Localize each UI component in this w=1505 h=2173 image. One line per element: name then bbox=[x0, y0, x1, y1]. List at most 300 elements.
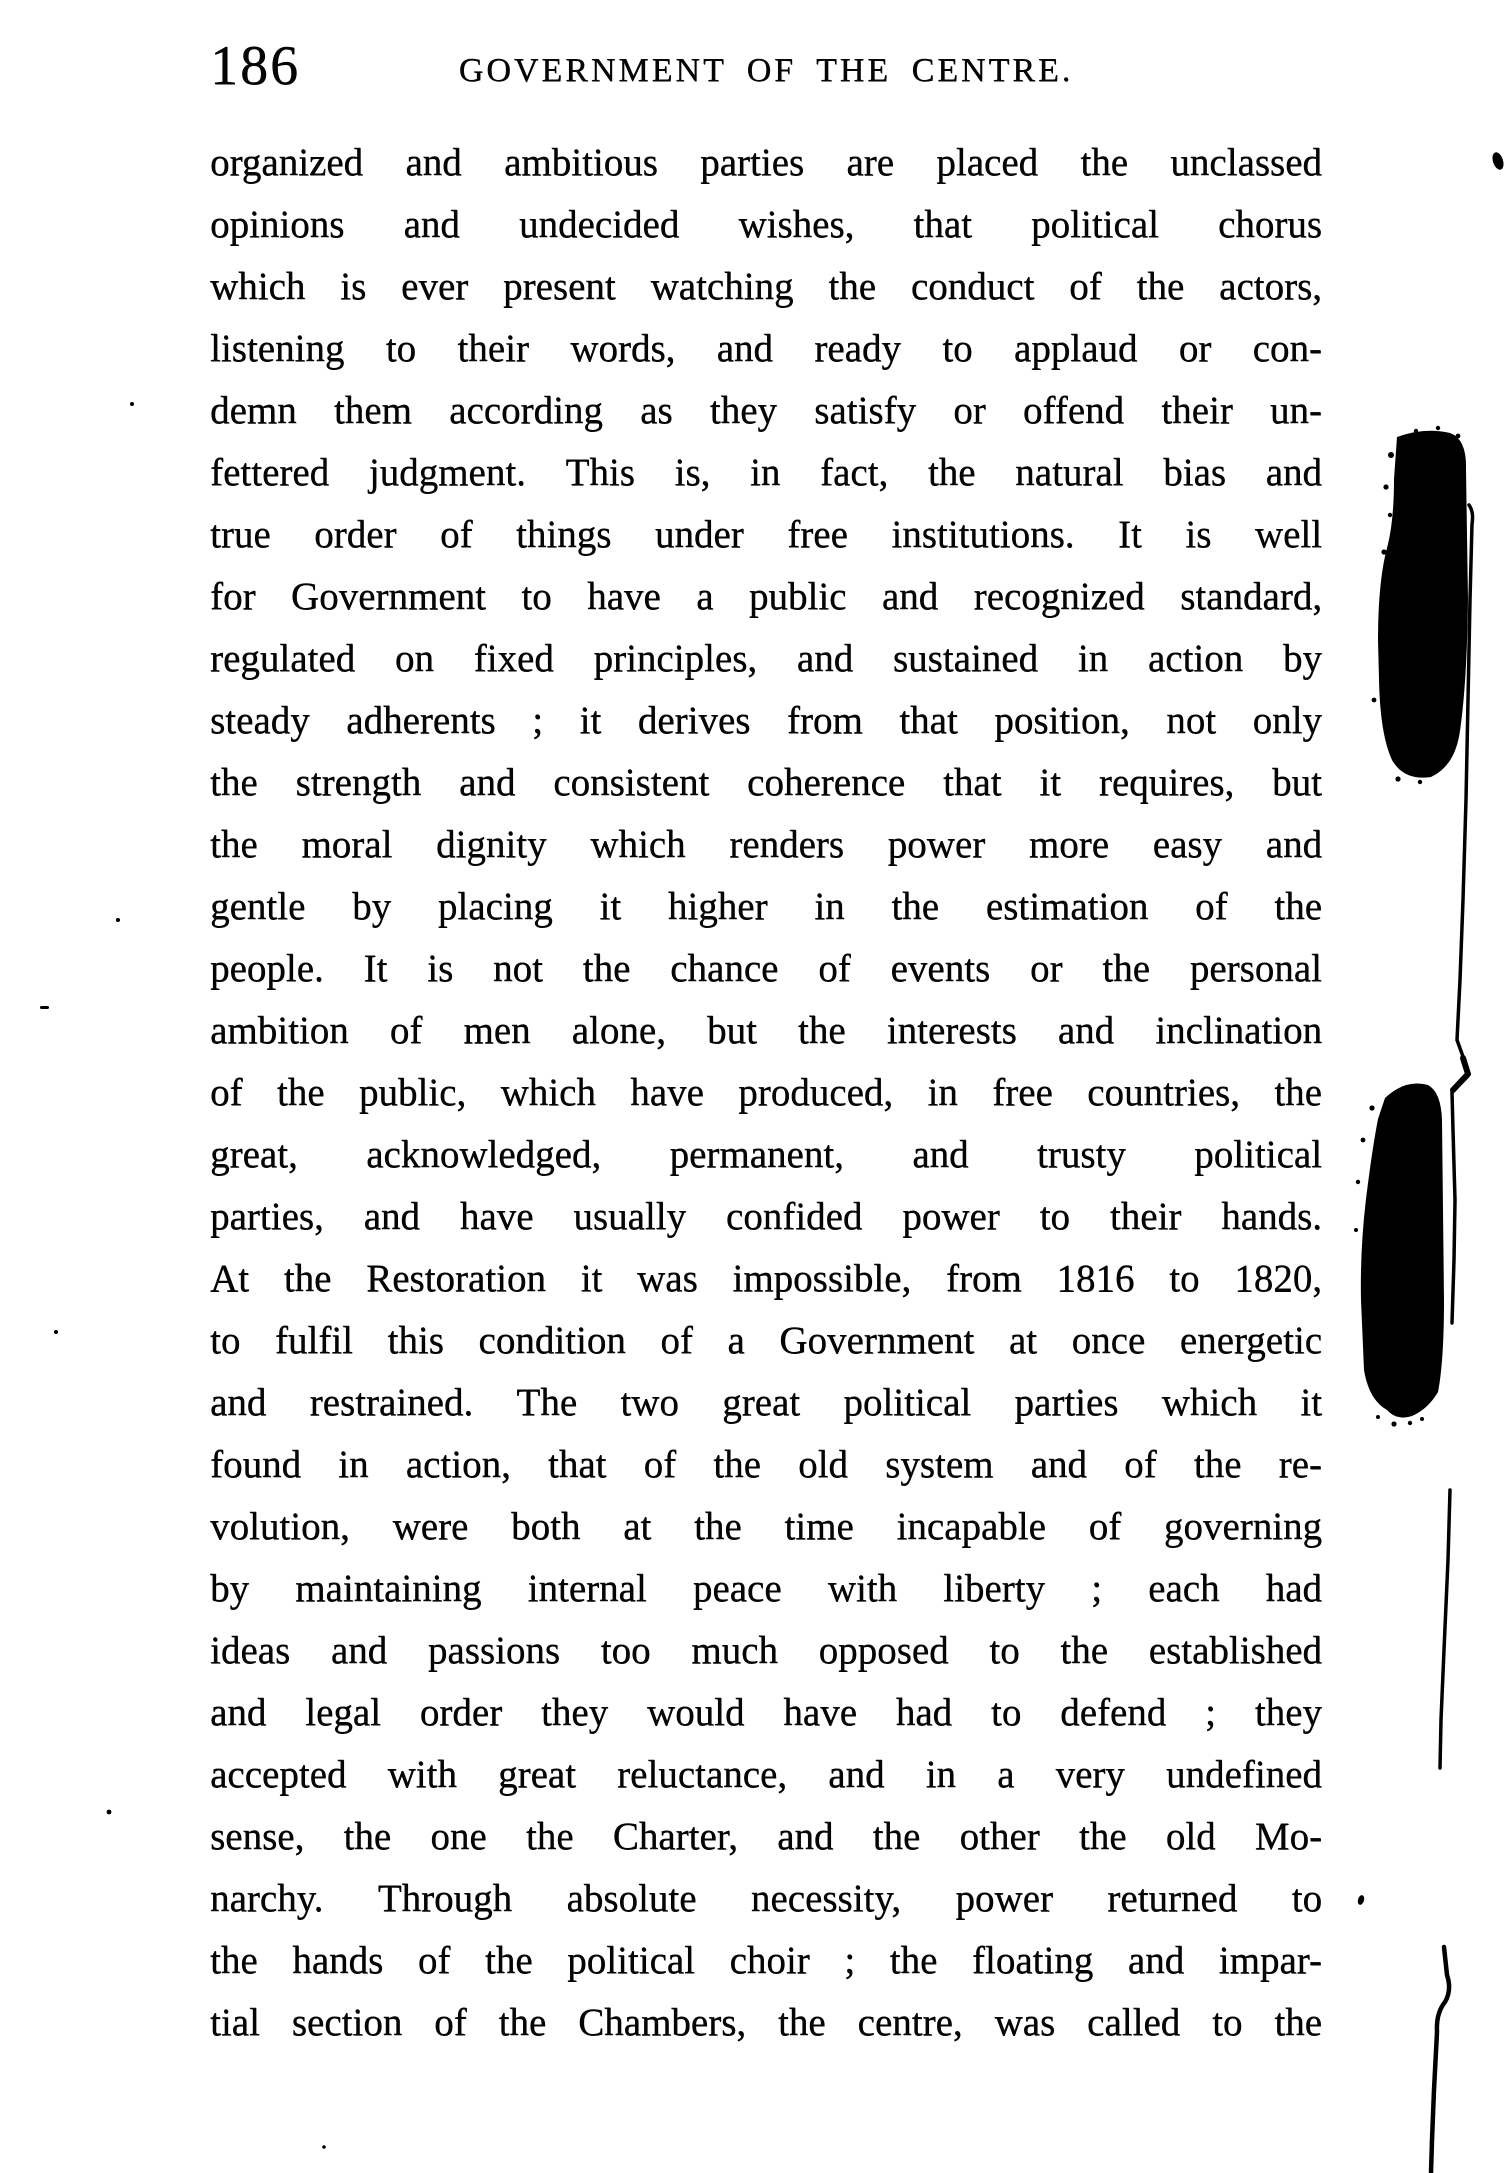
text-line bbox=[210, 1868, 1322, 1930]
text-line bbox=[210, 752, 1322, 814]
word: and bbox=[403, 203, 460, 246]
word: internal bbox=[527, 1567, 647, 1610]
word: or bbox=[1178, 327, 1212, 370]
word: the bbox=[1136, 265, 1185, 308]
word: restrained. bbox=[309, 1381, 474, 1424]
word: of bbox=[434, 2001, 467, 2044]
word: words, bbox=[570, 327, 676, 370]
word: confided bbox=[725, 1195, 863, 1238]
word: that bbox=[942, 761, 1002, 804]
word: demn bbox=[210, 389, 297, 432]
word: for bbox=[210, 575, 256, 618]
text-line bbox=[210, 1558, 1322, 1620]
word: and bbox=[330, 1629, 388, 1672]
word: a bbox=[696, 575, 714, 618]
word: acknowledged, bbox=[366, 1133, 602, 1176]
word: floating bbox=[971, 1939, 1094, 1982]
word: parties, bbox=[210, 1195, 324, 1238]
word: parties bbox=[700, 141, 805, 184]
word: con- bbox=[1252, 327, 1322, 370]
word: absolute bbox=[566, 1877, 697, 1920]
word: to bbox=[210, 1319, 241, 1362]
ink-blot-lower-icon bbox=[1354, 1084, 1444, 1427]
word: power bbox=[955, 1877, 1053, 1920]
word: ambition bbox=[210, 1009, 349, 1052]
word: unclassed bbox=[1170, 141, 1322, 184]
word: impar- bbox=[1218, 1939, 1322, 1982]
word: section bbox=[291, 2001, 403, 2044]
word: produced, bbox=[738, 1071, 894, 1114]
word: the bbox=[210, 1939, 258, 1982]
ink-blot-upper-icon bbox=[1372, 426, 1468, 784]
word: which bbox=[210, 265, 306, 308]
word: to bbox=[1212, 2001, 1243, 2044]
word: old bbox=[798, 1443, 848, 1486]
word: and bbox=[1127, 1939, 1185, 1982]
word: by bbox=[352, 885, 392, 928]
word: the bbox=[1078, 1815, 1127, 1858]
word: opinions bbox=[210, 203, 345, 246]
word: of bbox=[643, 1443, 677, 1486]
word: organized bbox=[210, 141, 364, 184]
word: position, bbox=[994, 699, 1130, 742]
word: political bbox=[843, 1381, 972, 1424]
word: institutions. bbox=[891, 513, 1075, 556]
word: easy bbox=[1152, 823, 1222, 866]
word: actors, bbox=[1219, 265, 1322, 308]
word: natural bbox=[1015, 451, 1124, 494]
word: was bbox=[637, 1257, 698, 1300]
word: the bbox=[828, 265, 876, 308]
word: to bbox=[521, 575, 552, 618]
word: other bbox=[959, 1815, 1040, 1858]
word: order bbox=[314, 513, 397, 556]
word: strength bbox=[295, 761, 422, 804]
word: the bbox=[891, 885, 939, 928]
word: chorus bbox=[1218, 203, 1322, 246]
word: free bbox=[787, 513, 848, 556]
word: it bbox=[579, 699, 602, 742]
word: recognized bbox=[973, 575, 1145, 618]
word: Government bbox=[290, 575, 486, 618]
word: the bbox=[797, 1009, 846, 1052]
word: moral bbox=[301, 823, 393, 866]
word: conduct bbox=[910, 265, 1035, 308]
word: the bbox=[889, 1939, 938, 1982]
word: and bbox=[796, 637, 854, 680]
word: gentle bbox=[210, 885, 306, 928]
word: Mo- bbox=[1254, 1815, 1322, 1858]
word: old bbox=[1165, 1815, 1216, 1858]
word: applaud bbox=[1013, 327, 1138, 370]
word: which bbox=[500, 1071, 596, 1114]
word: have bbox=[587, 575, 661, 618]
word: principles, bbox=[593, 637, 758, 680]
word: political bbox=[1031, 203, 1159, 246]
word: and bbox=[363, 1195, 420, 1238]
page-number: 186 bbox=[210, 35, 300, 97]
word: to bbox=[1169, 1257, 1200, 1300]
text-line bbox=[210, 1000, 1322, 1062]
word: system bbox=[885, 1443, 994, 1486]
text-line bbox=[210, 1186, 1322, 1248]
word: impossible, bbox=[732, 1257, 912, 1300]
word: derives bbox=[637, 699, 751, 742]
word: as bbox=[640, 389, 673, 432]
word: great bbox=[497, 1753, 576, 1796]
word: coherence bbox=[747, 761, 906, 804]
word: and bbox=[210, 1691, 267, 1734]
word: This bbox=[565, 451, 635, 494]
word: to bbox=[989, 1629, 1020, 1672]
word: Charter, bbox=[612, 1815, 738, 1858]
word: wishes, bbox=[738, 203, 855, 246]
word: offend bbox=[1022, 389, 1125, 432]
word: ; bbox=[1091, 1567, 1102, 1610]
word: the bbox=[525, 1815, 574, 1858]
word: Chambers, bbox=[578, 2001, 747, 2044]
word: the bbox=[1193, 1443, 1242, 1486]
word: liberty bbox=[943, 1567, 1045, 1610]
word: is, bbox=[674, 451, 711, 494]
text-line bbox=[210, 814, 1322, 876]
word: higher bbox=[667, 885, 768, 928]
word: have bbox=[630, 1071, 704, 1114]
word: a bbox=[997, 1753, 1015, 1796]
word: It bbox=[1117, 513, 1142, 556]
word: of bbox=[1069, 265, 1102, 308]
word: power bbox=[902, 1195, 1000, 1238]
word: of bbox=[389, 1009, 423, 1052]
word: in bbox=[925, 1753, 956, 1796]
word: tial bbox=[210, 2001, 260, 2044]
word: by bbox=[210, 1567, 249, 1610]
word: is bbox=[340, 265, 367, 308]
word: and bbox=[459, 761, 516, 804]
word: from bbox=[945, 1257, 1022, 1300]
word: the bbox=[1080, 141, 1128, 184]
word: renders bbox=[729, 823, 844, 866]
word: action bbox=[1147, 637, 1244, 680]
word: the bbox=[343, 1815, 392, 1858]
word: is bbox=[1185, 513, 1212, 556]
word: of bbox=[818, 947, 851, 990]
word: more bbox=[1028, 823, 1109, 866]
word: at bbox=[1008, 1319, 1037, 1362]
word: much bbox=[691, 1629, 778, 1672]
word: called bbox=[1087, 2001, 1181, 2044]
word: were bbox=[392, 1505, 469, 1548]
word: to bbox=[1291, 1877, 1322, 1920]
word: that bbox=[899, 699, 958, 742]
word: necessity, bbox=[750, 1877, 902, 1920]
word: they bbox=[540, 1691, 609, 1734]
word: The bbox=[516, 1381, 578, 1424]
word: fixed bbox=[473, 637, 554, 680]
text-line bbox=[210, 1248, 1322, 1310]
word: and bbox=[777, 1815, 834, 1858]
word: legal bbox=[305, 1691, 381, 1734]
text-line bbox=[210, 194, 1322, 256]
word: It bbox=[363, 947, 388, 990]
word: ; bbox=[532, 699, 543, 742]
word: too bbox=[600, 1629, 651, 1672]
text-line bbox=[210, 1620, 1322, 1682]
word: countries, bbox=[1087, 1071, 1240, 1114]
text-line bbox=[210, 132, 1322, 194]
word: governing bbox=[1163, 1505, 1322, 1548]
text-line bbox=[210, 1930, 1322, 1992]
text-line bbox=[210, 1310, 1322, 1372]
word: to bbox=[990, 1691, 1022, 1734]
word: to bbox=[1039, 1195, 1070, 1238]
word: estimation bbox=[985, 885, 1149, 928]
word: under bbox=[654, 513, 744, 556]
word: choir bbox=[729, 1939, 810, 1982]
word: action, bbox=[405, 1443, 511, 1486]
word: ready bbox=[814, 327, 901, 370]
word: with bbox=[827, 1567, 898, 1610]
word: in bbox=[338, 1443, 369, 1486]
word: trusty bbox=[1036, 1133, 1126, 1176]
word: accepted bbox=[210, 1753, 347, 1796]
word: re- bbox=[1278, 1443, 1322, 1486]
word: placing bbox=[437, 885, 553, 928]
word: alone, bbox=[571, 1009, 666, 1052]
word: interests bbox=[886, 1009, 1017, 1052]
word: parties bbox=[1014, 1381, 1119, 1424]
word: free bbox=[992, 1071, 1053, 1114]
text-line bbox=[210, 380, 1322, 442]
word: and bbox=[716, 327, 773, 370]
word: and bbox=[1265, 451, 1322, 494]
word: ambitious bbox=[503, 141, 658, 184]
word: judgment. bbox=[368, 451, 526, 494]
word: satisfy bbox=[814, 389, 916, 432]
word: from bbox=[786, 699, 863, 742]
word: to bbox=[942, 327, 973, 370]
word: by bbox=[1282, 637, 1322, 680]
word: not bbox=[1166, 699, 1217, 742]
word: and bbox=[912, 1133, 969, 1176]
word: people. bbox=[210, 947, 324, 990]
text-line bbox=[210, 690, 1322, 752]
word: have bbox=[783, 1691, 857, 1734]
word: inclination bbox=[1155, 1009, 1322, 1052]
word: returned bbox=[1107, 1877, 1238, 1920]
word: ideas bbox=[210, 1629, 291, 1672]
word: watching bbox=[650, 265, 794, 308]
word: their bbox=[1161, 389, 1233, 432]
word: listening bbox=[210, 327, 345, 370]
word: the bbox=[210, 761, 258, 804]
word: according bbox=[449, 389, 603, 432]
word: bias bbox=[1163, 451, 1226, 494]
word: both bbox=[511, 1505, 581, 1548]
word: public, bbox=[358, 1071, 467, 1114]
word: they bbox=[709, 389, 777, 432]
word: Restoration bbox=[366, 1257, 546, 1300]
word: maintaining bbox=[295, 1567, 482, 1610]
word: public bbox=[748, 575, 847, 618]
word: undefined bbox=[1165, 1753, 1322, 1796]
word: and bbox=[828, 1753, 885, 1796]
word: chance bbox=[670, 947, 779, 990]
word: of bbox=[1124, 1443, 1157, 1486]
word: reluctance, bbox=[617, 1753, 788, 1796]
word: of bbox=[210, 1071, 243, 1114]
word: volution, bbox=[210, 1505, 350, 1548]
word: and bbox=[210, 1381, 267, 1424]
word: in bbox=[814, 885, 845, 928]
word: only bbox=[1252, 699, 1322, 742]
word: the bbox=[693, 1505, 742, 1548]
word: power bbox=[887, 823, 986, 866]
word: permanent, bbox=[669, 1133, 844, 1176]
word: of bbox=[660, 1319, 693, 1362]
text-line bbox=[210, 318, 1322, 380]
word: it bbox=[599, 885, 622, 928]
word: they bbox=[1254, 1691, 1322, 1734]
body-text bbox=[210, 132, 1322, 2054]
word: events bbox=[890, 947, 991, 990]
word: are bbox=[846, 141, 894, 184]
word: the bbox=[498, 2001, 547, 2044]
word: in bbox=[927, 1071, 958, 1114]
word: placed bbox=[936, 141, 1039, 184]
word: that bbox=[547, 1443, 607, 1486]
word: usually bbox=[573, 1195, 686, 1238]
text-line bbox=[210, 1682, 1322, 1744]
word: narchy. bbox=[210, 1877, 324, 1920]
word: and bbox=[1030, 1443, 1087, 1486]
word: fact, bbox=[819, 451, 889, 494]
word: the bbox=[1274, 1071, 1322, 1114]
word: had bbox=[1265, 1567, 1322, 1610]
word: at bbox=[623, 1505, 652, 1548]
word: peace bbox=[692, 1567, 782, 1610]
text-line bbox=[210, 1372, 1322, 1434]
word: un- bbox=[1269, 389, 1322, 432]
word: once bbox=[1071, 1319, 1146, 1362]
word: the bbox=[1102, 947, 1150, 990]
word: opposed bbox=[818, 1629, 949, 1672]
word: steady bbox=[210, 699, 310, 742]
word: of bbox=[1088, 1505, 1122, 1548]
word: energetic bbox=[1179, 1319, 1322, 1362]
word: the bbox=[1274, 885, 1322, 928]
word: passions bbox=[427, 1629, 561, 1672]
text-line bbox=[210, 876, 1322, 938]
word: defend bbox=[1060, 1691, 1167, 1734]
word: centre, bbox=[857, 2001, 963, 2044]
text-line bbox=[210, 442, 1322, 504]
word: and bbox=[881, 575, 939, 618]
word: order bbox=[419, 1691, 503, 1734]
word: of bbox=[439, 513, 473, 556]
text-line bbox=[210, 1062, 1322, 1124]
word: dignity bbox=[436, 823, 547, 866]
text-line bbox=[210, 504, 1322, 566]
word: great bbox=[722, 1381, 801, 1424]
word: incapable bbox=[896, 1505, 1046, 1548]
text-line bbox=[210, 1806, 1322, 1868]
scan-crease-line bbox=[1431, 505, 1473, 2173]
word: personal bbox=[1189, 947, 1322, 990]
word: the bbox=[713, 1443, 761, 1486]
word: it bbox=[1300, 1381, 1322, 1424]
word: found bbox=[210, 1443, 301, 1486]
word: or bbox=[1029, 947, 1063, 990]
word: with bbox=[387, 1753, 457, 1796]
word: fettered bbox=[210, 451, 330, 494]
word: it bbox=[580, 1257, 603, 1300]
word: standard, bbox=[1180, 575, 1322, 618]
word: or bbox=[953, 389, 986, 432]
word: a bbox=[727, 1319, 745, 1362]
word: each bbox=[1148, 1567, 1220, 1610]
text-line bbox=[210, 1744, 1322, 1806]
word: their bbox=[1109, 1195, 1182, 1238]
text-line bbox=[210, 566, 1322, 628]
word: regulated bbox=[210, 637, 356, 680]
word: sustained bbox=[892, 637, 1038, 680]
word: it bbox=[1039, 761, 1061, 804]
word: the bbox=[582, 947, 631, 990]
word: the bbox=[276, 1071, 325, 1114]
word: sense, bbox=[210, 1815, 305, 1858]
text-line bbox=[210, 628, 1322, 690]
word: the bbox=[484, 1939, 533, 1982]
word: which bbox=[1161, 1381, 1257, 1424]
word: of bbox=[1195, 885, 1228, 928]
word: undecided bbox=[518, 203, 680, 246]
word: two bbox=[620, 1381, 679, 1424]
word: in bbox=[1077, 637, 1109, 680]
word: fulfil bbox=[274, 1319, 353, 1362]
word: the bbox=[872, 1815, 921, 1858]
word: condition bbox=[478, 1319, 626, 1362]
word: 1820, bbox=[1234, 1257, 1322, 1300]
word: would bbox=[646, 1691, 745, 1734]
word: the bbox=[210, 823, 258, 866]
word: hands bbox=[292, 1939, 384, 1982]
word: the bbox=[1060, 1629, 1108, 1672]
word: and bbox=[1265, 823, 1322, 866]
word: ever bbox=[401, 265, 469, 308]
word: not bbox=[493, 947, 543, 990]
text-line bbox=[210, 1434, 1322, 1496]
word: Through bbox=[377, 1877, 513, 1920]
word: present bbox=[503, 265, 616, 308]
word: political bbox=[567, 1939, 695, 1982]
word: ; bbox=[1205, 1691, 1216, 1734]
word: have bbox=[459, 1195, 534, 1238]
word: is bbox=[427, 947, 454, 990]
word: them bbox=[333, 389, 412, 432]
word: was bbox=[994, 2001, 1056, 2044]
word: great, bbox=[210, 1133, 298, 1176]
text-line bbox=[210, 1124, 1322, 1186]
word: At bbox=[210, 1257, 249, 1300]
word: this bbox=[387, 1319, 444, 1362]
word: Government bbox=[779, 1319, 975, 1362]
word: 1816 bbox=[1056, 1257, 1135, 1300]
word: established bbox=[1148, 1629, 1322, 1672]
word: and bbox=[1057, 1009, 1115, 1052]
word: to bbox=[385, 327, 417, 370]
word: the bbox=[927, 451, 976, 494]
